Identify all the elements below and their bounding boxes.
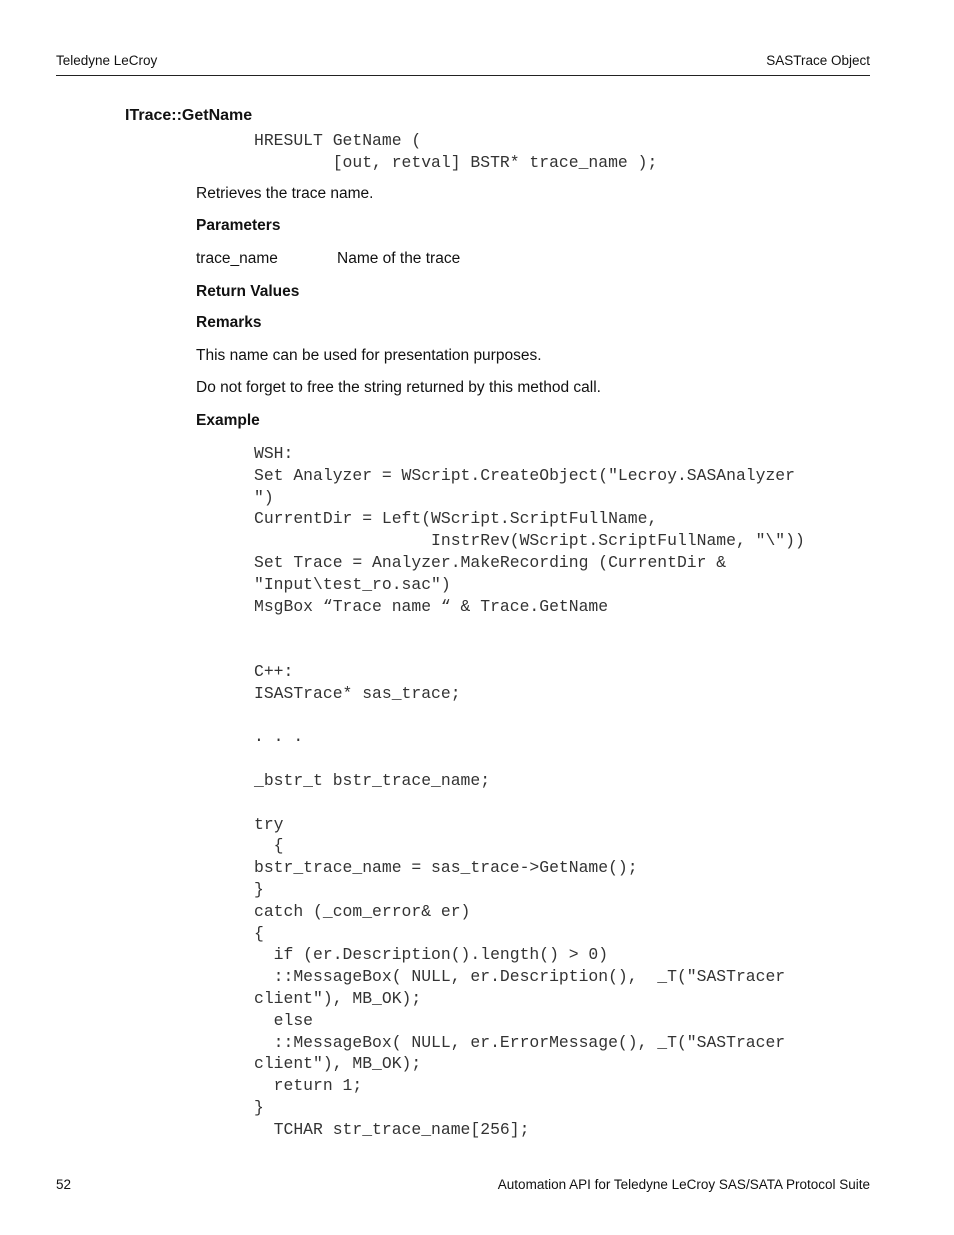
return-values-heading: Return Values <box>196 283 300 300</box>
header-section: SASTrace Object <box>766 53 870 68</box>
method-description: Retrieves the trace name. <box>196 185 374 202</box>
header-company: Teledyne LeCroy <box>56 53 158 68</box>
remark-1: This name can be used for presentation purposes. <box>196 347 542 364</box>
method-signature: HRESULT GetName ( [out, retval] BSTR* trace_name ); <box>254 131 658 172</box>
remark-2: Do not forget to free the string returned by this method call. <box>196 379 601 396</box>
remarks-heading: Remarks <box>196 314 262 331</box>
method-heading: ITrace::GetName <box>125 107 253 124</box>
parameters-heading: Parameters <box>196 217 281 234</box>
example-code-block: WSH: Set Analyzer = WScript.CreateObject("Lecroy.SASAnalyzer ") CurrentDir = Left(WScript.ScriptFullName, InstrRev(WScript.ScriptFullName, "\")) Set Trace = Analyzer.MakeRecording (CurrentDir & "Input\test_ro.sac") MsgBox “Trace name “ & Trace.GetName C++: ISASTrace* sas_trace; . . . _bstr_t bstr_trace_name; try { bstr_trace_name = sas_trace->GetName(); } catch (_com_error& er) { if (er.Description().length() > 0) ::MessageBox( NULL, er.Description(), _T("SASTracer client"), MB_OK); else ::MessageBox( NULL, er.ErrorMessage(), _T("SASTracer client"), MB_OK); return 1; } TCHAR str_trace_name[256]; <box>254 444 805 1139</box>
param-name: trace_name <box>196 250 278 267</box>
param-description: Name of the trace <box>337 250 461 267</box>
footer-doc-title: Automation API for Teledyne LeCroy SAS/SATA Protocol Suite <box>497 1177 870 1192</box>
example-heading: Example <box>196 412 260 429</box>
page-header <box>56 53 870 76</box>
page-number: 52 <box>56 1177 72 1192</box>
